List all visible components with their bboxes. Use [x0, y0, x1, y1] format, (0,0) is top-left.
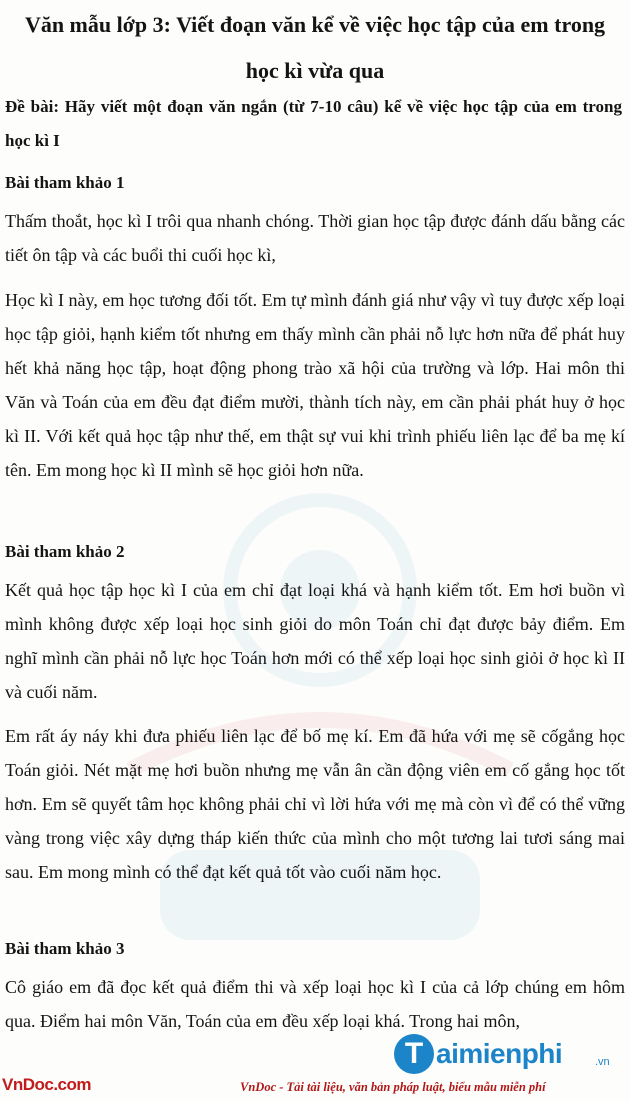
page-title: Văn mẫu lớp 3: Viết đoạn văn kể về việc học tập của em trong học kì vừa qua — [24, 12, 606, 83]
section-1-paragraph-1: Thấm thoắt, học kì I trôi qua nhanh chóng. Thời gian học tập được đánh dấu bằng các tiết ôn tập và các buổi thi cuối học kì, — [5, 211, 625, 265]
section-2-paragraph-1: Kết quả học tập học kì I của em chỉ đạt loại khá và hạnh kiểm tốt. Em hơi buồn vì mình không được xếp loại học sinh giỏi do môn Toán chỉ đạt được bảy điểm. Em nghĩ mình cần phải nỗ lực học Toán hơn mới có thể xếp loại học sinh giỏi ở học kì II và cuối năm. — [5, 580, 625, 702]
section-heading-2: Bài tham khảo 2 — [5, 542, 125, 561]
footer-brand[interactable]: VnDoc.com — [2, 1075, 92, 1094]
footer-tagline[interactable]: VnDoc - Tải tài liệu, văn bản pháp luật, biểu mẫu miễn phí — [240, 1080, 546, 1094]
taimienphi-logo — [390, 1030, 625, 1078]
section-3-paragraph-1: Cô giáo em đã đọc kết quả điểm thi và xếp loại học kì I của cả lớp chúng em hôm qua. Điểm hai môn Văn, Toán của em đều xếp loại khá. Trong hai môn, — [5, 977, 625, 1031]
assignment-prompt: Đề bài: Hãy viết một đoạn văn ngắn (từ 7-10 câu) kể về việc học tập của em trong học kì I — [5, 97, 622, 150]
logo-mark: T — [394, 1034, 434, 1074]
logo-text: aimienphi — [436, 1038, 563, 1069]
section-heading-1: Bài tham khảo 1 — [5, 173, 125, 192]
section-1-paragraph-2: Học kì I này, em học tương đối tốt. Em tự mình đánh giá như vậy vì tuy được xếp loại học tập giỏi, hạnh kiểm tốt nhưng em thấy mình cần phải nỗ lực hơn nữa để phát huy hết khả năng học tập, hoạt động phong trào xã hội của trường và lớp. Hai môn thi Văn và Toán của em đều đạt điểm mười, thành tích này, em cần phải phát huy ở học kì II. Với kết quả học tập như thế, em thật sự vui khi trình phiếu liên lạc để ba mẹ kí tên. Em mong học kì II mình sẽ học giỏi hơn nữa. — [5, 290, 625, 480]
section-heading-3: Bài tham khảo 3 — [5, 939, 125, 958]
logo-suffix: .vn — [595, 1056, 610, 1068]
section-2-paragraph-2: Em rất áy náy khi đưa phiếu liên lạc để bố mẹ kí. Em đã hứa với mẹ sẽ cốgắng học Toán giỏi. Nét mặt mẹ hơi buồn nhưng mẹ vẫn ân cần động viên em cố gắng học tốt hơn. Em sẽ quyết tâm học không phải chỉ vì lời hứa với mẹ mà còn vì để có thể vững vàng trong việc xây dựng tháp kiến thức của mình cho một tương lai tươi sáng mai sau. Em mong mình có thể đạt kết quả tốt vào cuối năm học. — [5, 726, 625, 882]
